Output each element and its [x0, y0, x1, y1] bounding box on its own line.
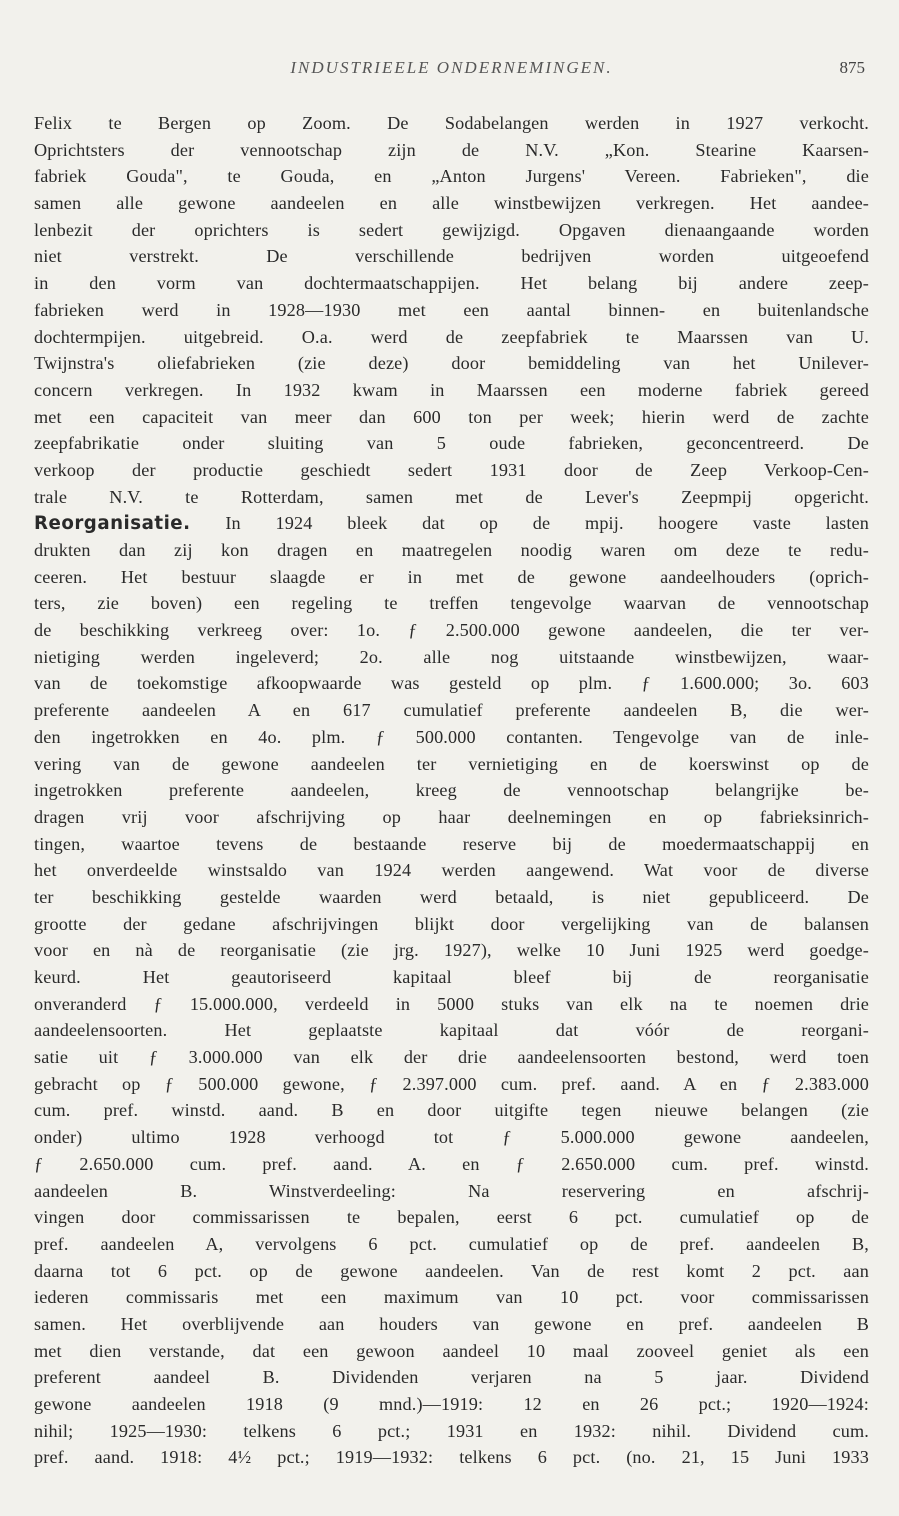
text-line: onveranderd ƒ 15.000.000, verdeeld in 5000 stuks van elk na te noemen drie	[34, 993, 869, 1014]
text-line: ceeren. Het bestuur slaagde er in met de gewone aandeelhouders (oprich-	[34, 566, 869, 587]
text-line: Felix te Bergen op Zoom. De Sodabelangen werden in 1927 verkocht.	[34, 113, 869, 133]
text-line: van de toekomstige afkoopwaarde was gesteld op plm. ƒ 1.600.000; 3o. 603	[34, 673, 869, 694]
text-line: Reorganisatie. In 1924 bleek dat op de mpij. hoogere vaste lasten	[34, 513, 869, 535]
text-line: dragen vrij voor afschrijving op haar deelnemingen en op fabrieksinrich-	[34, 806, 869, 827]
text-line: fabrieken werd in 1928—1930 met een aantal binnen- en buitenlandsche	[34, 299, 869, 320]
text-line: in den vorm van dochtermaatschappijen. Het belang bij andere zeep-	[34, 273, 869, 294]
text-line: satie uit ƒ 3.000.000 van elk der drie aandeelensoorten bestond, werd toen	[34, 1047, 869, 1068]
text-line: aandeelen B. Winstverdeeling: Na reservering en afschrij-	[34, 1180, 869, 1201]
text-line: preferent aandeel B. Dividenden verjaren na 5 jaar. Dividend	[34, 1367, 869, 1388]
text-line: gebracht op ƒ 500.000 gewone, ƒ 2.397.000 cum. pref. aand. A en ƒ 2.383.000	[34, 1073, 869, 1094]
section-heading: Reorganisatie.	[34, 513, 191, 535]
text-line: gewone aandeelen 1918 (9 mnd.)—1919: 12 en 26 pct.; 1920—1924:	[34, 1394, 869, 1414]
text-line: met een capaciteit van meer dan 600 ton per week; hierin werd de zachte	[34, 406, 869, 427]
text-line: pref. aandeelen A, vervolgens 6 pct. cumulatief op de pref. aandeelen B,	[34, 1233, 869, 1254]
text-line: Twijnstra's oliefabrieken (zie deze) door bemiddeling van het Unilever-	[34, 353, 869, 374]
text-line: drukten dan zij kon dragen en maatregelen noodig waren om deze te redu-	[34, 540, 869, 560]
page-number: 875	[839, 58, 865, 77]
text-line: concern verkregen. In 1932 kwam in Maarssen een moderne fabriek gereed	[34, 379, 869, 400]
text-line: tingen, waartoe tevens de bestaande reserve bij de moedermaatschappij en	[34, 833, 869, 854]
text-line: lenbezit der oprichters is sedert gewijzigd. Opgaven dienaangaande worden	[34, 219, 869, 240]
text-line: nihil; 1925—1930: telkens 6 pct.; 1931 en 1932: nihil. Dividend cum.	[34, 1420, 869, 1441]
text-line: fabriek Gouda", te Gouda, en „Anton Jurgens' Vereen. Fabrieken", die	[34, 166, 869, 187]
text-line: nietiging werden ingeleverd; 2o. alle nog uitstaande winstbewijzen, waar-	[34, 646, 869, 667]
text-line: vering van de gewone aandeelen ter vernietiging en de koerswinst op de	[34, 753, 869, 774]
text-line: voor en nà de reorganisatie (zie jrg. 1927), welke 10 Juni 1925 werd goedge-	[34, 940, 869, 961]
text-line: trale N.V. te Rotterdam, samen met de Lever's Zeepmpij opgericht.	[34, 486, 869, 507]
running-title: INDUSTRIEELE ONDERNEMINGEN.	[290, 58, 613, 77]
text-line: de beschikking verkreeg over: 1o. ƒ 2.500.000 gewone aandeelen, die ter ver-	[34, 620, 869, 641]
text-line: Oprichtsters der vennootschap zijn de N.V. „Kon. Stearine Kaarsen-	[34, 139, 869, 160]
text-line: iederen commissaris met een maximum van 10 pct. voor commissarissen	[34, 1287, 869, 1308]
text-line: onder) ultimo 1928 verhoogd tot ƒ 5.000.000 gewone aandeelen,	[34, 1127, 869, 1148]
text-line: verkoop der productie geschiedt sedert 1931 door de Zeep Verkoop-Cen-	[34, 459, 869, 480]
text-line: ƒ 2.650.000 cum. pref. aand. A. en ƒ 2.650.000 cum. pref. winstd.	[34, 1153, 869, 1174]
text-line: ter beschikking gestelde waarden werd betaald, is niet gepubliceerd. De	[34, 886, 869, 907]
text-line: keurd. Het geautoriseerd kapitaal bleef bij de reorganisatie	[34, 967, 869, 987]
text-line: cum. pref. winstd. aand. B en door uitgifte tegen nieuwe belangen (zie	[34, 1100, 869, 1121]
text-line: grootte der gedane afschrijvingen blijkt door vergelijking van de balansen	[34, 913, 869, 934]
text-line: zeepfabrikatie onder sluiting van 5 oude fabrieken, geconcentreerd. De	[34, 433, 869, 454]
text-line: met dien verstande, dat een gewoon aandeel 10 maal zooveel geniet als een	[34, 1340, 869, 1361]
text-line: samen. Het overblijvende aan houders van gewone en pref. aandeelen B	[34, 1313, 869, 1334]
text-line: vingen door commissarissen te bepalen, eerst 6 pct. cumulatief op de	[34, 1207, 869, 1228]
text-line: niet verstrekt. De verschillende bedrijven worden uitgeoefend	[34, 246, 869, 267]
text-line: ingetrokken preferente aandeelen, kreeg de vennootschap belangrijke be-	[34, 780, 869, 801]
text-line: preferente aandeelen A en 617 cumulatief preferente aandeelen B, die wer-	[34, 700, 869, 721]
text-line: den ingetrokken en 4o. plm. ƒ 500.000 contanten. Tengevolge van de inle-	[34, 726, 869, 747]
text-line: ters, zie boven) een regeling te treffen tengevolge waarvan de vennootschap	[34, 593, 869, 614]
text-line: daarna tot 6 pct. op de gewone aandeelen. Van de rest komt 2 pct. aan	[34, 1260, 869, 1281]
page-header	[34, 58, 869, 88]
body-text	[34, 110, 869, 1471]
text-line: het onverdeelde winstsaldo van 1924 werden aangewend. Wat voor de diverse	[34, 860, 869, 881]
text-line: aandeelensoorten. Het geplaatste kapitaal dat vóór de reorgani-	[34, 1020, 869, 1041]
text-line: dochtermpijen. uitgebreid. O.a. werd de zeepfabriek te Maarssen van U.	[34, 326, 869, 347]
text-line: samen alle gewone aandeelen en alle winstbewijzen verkregen. Het aandee-	[34, 193, 869, 214]
text-line: pref. aand. 1918: 4½ pct.; 1919—1932: telkens 6 pct. (no. 21, 15 Juni 1933	[34, 1447, 869, 1468]
